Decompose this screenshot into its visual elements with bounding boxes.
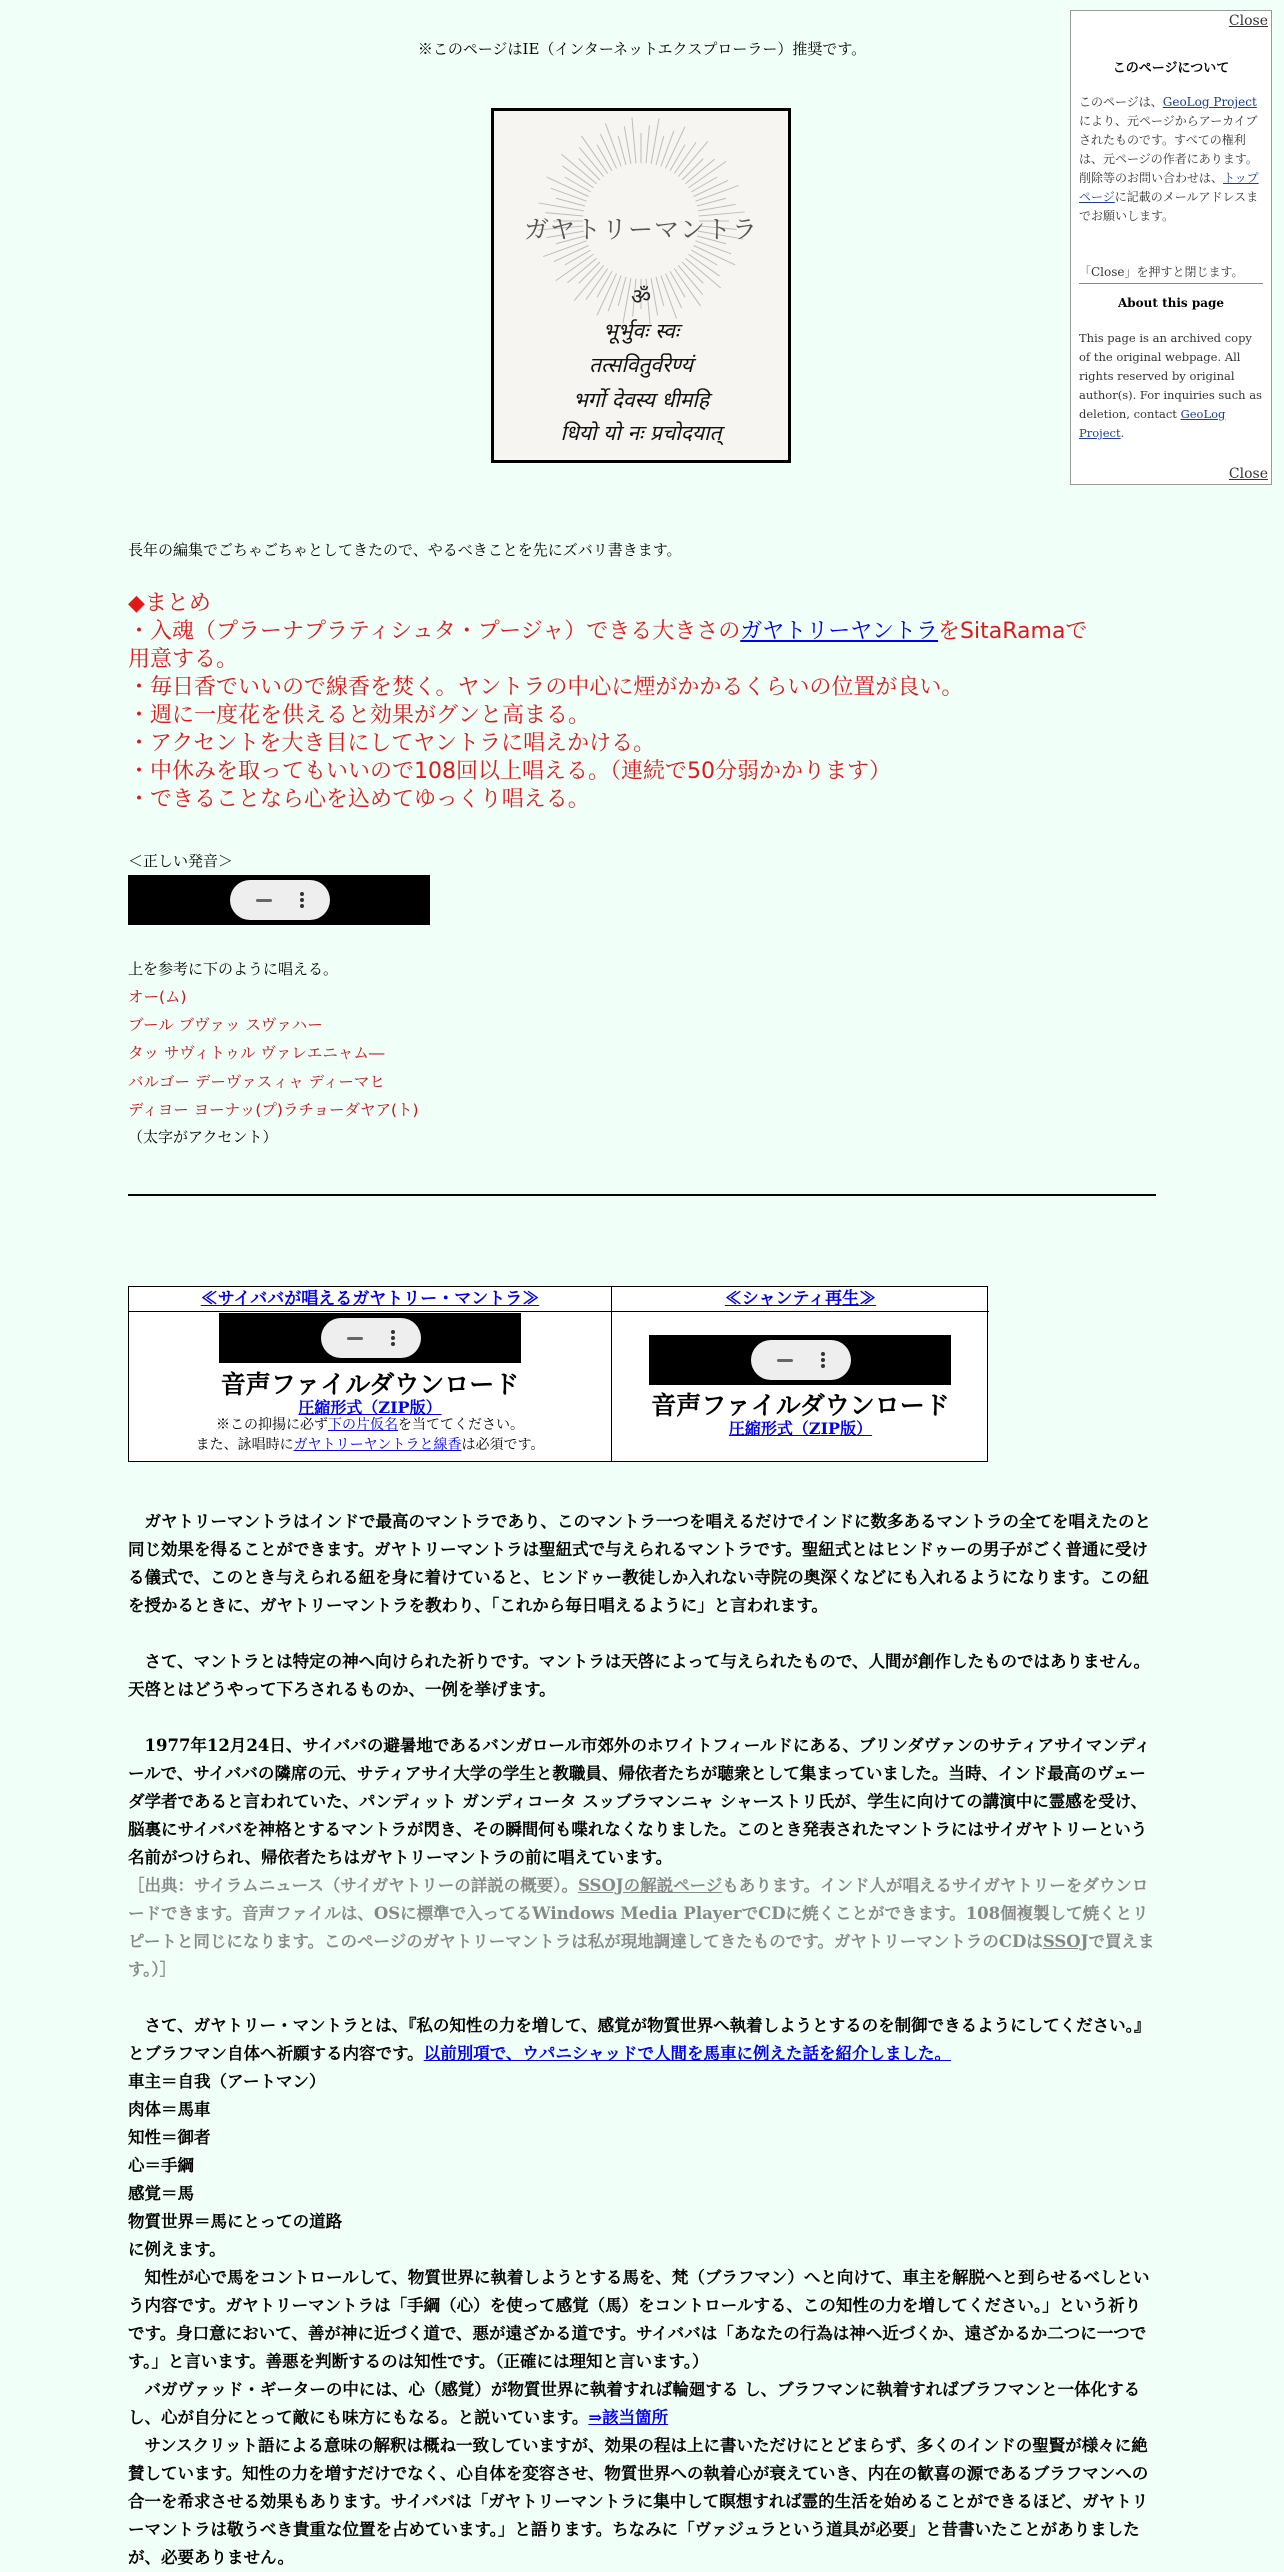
- summary-line: ・中休みを取ってもいいので108回以上唱える。（連続で50分弱かかります）: [128, 759, 891, 784]
- yantra-incense-link[interactable]: ガヤトリーヤントラと線香: [293, 1437, 462, 1453]
- gita-reference-link[interactable]: ⇒該当箇所: [588, 2408, 669, 2427]
- sunburst-ray: [624, 126, 631, 163]
- list-item: 心＝手綱: [128, 2156, 194, 2175]
- section-divider: [128, 1194, 1156, 1196]
- audio-player-right[interactable]: [649, 1335, 951, 1385]
- ie-recommendation-notice: ※このページはIE（インターネットエクスプローラー）推奨です。: [417, 40, 867, 58]
- hero-title: ガヤトリーマントラ: [523, 215, 758, 244]
- more-options-icon[interactable]: [391, 1328, 395, 1348]
- download-table: [128, 1286, 988, 1462]
- archive-close-hint: 「Close」を押すと閉じます。: [1079, 265, 1244, 279]
- download-title-left: 音声ファイルダウンロード: [220, 1370, 520, 1399]
- table-head-right: [612, 1287, 989, 1312]
- sunburst-ray: [551, 188, 587, 201]
- paragraph: 知性が心で馬をコントロールして、物質世界に執着しようとする馬を、梵（ブラフマン）へと向けて、車主を解脱へと到らせるべしという内容です。ガヤトリーマントラは「手綱（心）を使って感覚（馬）をコントロールする、この知性の力を増してください。」という祈りです。身口意において、善が神に近づく道で、悪が遠ざかる道です。サイババは「あなたの行為は神へ近づくか、遠ざかるか二つに一つです。」と言います。善悪を判断するのは知性です。（正確には理知と言います。）: [128, 2268, 1150, 2371]
- geolog-link-en[interactable]: GeoLog Project: [1079, 407, 1226, 440]
- list-item: 肉体＝馬車: [128, 2100, 211, 2119]
- volume-icon[interactable]: [256, 899, 272, 902]
- list-item: に例えます。: [128, 2240, 226, 2259]
- chant-line: バルゴー デーヴァスィャ ディーマヒ: [128, 1073, 385, 1091]
- paragraph: サンスクリット語による意味の解釈は概ね一致していますが、効果の程は上に書いただけにとどまらず、多くのインドの聖賢が様々に絶賛しています。知性の力を増すだけでなく、心自体を変容させ、物質世界への執着心が衰えていき、内在の歓喜の源であるブラフマンへの合一を希求させる効果もあります。サイババは「ガヤトリーマントラに集中して瞑想すれば霊的生活を始めることができるほど、ガヤトリーマントラは敬うべき貴重な位置を占めています。」と語ります。ちなみに「ヴァジュラという道具が必要」と昔書いたことがありましたが、必要ありません。: [128, 2436, 1149, 2567]
- summary-block: [128, 590, 1088, 814]
- paragraph: さて、ガヤトリー・マントラとは、『私の知性の力を増して、感覚が物質世界へ執着しようとするのを制御できるようにしてください。』とブラフマン自体へ祈願する内容です。以前別項で、ウパニシャッドで人間を馬車に例えた話を紹介しました。: [128, 2016, 1151, 2063]
- hero-verse-line: भर्गो देवस्य धीमहि: [572, 388, 710, 412]
- list-item: 感覚＝馬: [128, 2184, 194, 2203]
- archive-jp-text: このページは、GeoLog Projectにより、元ページからアーカイブされたものです。すべての権利は、元ページの作者にあります。削除等のお問い合わせは、トップページに記載のメールアドレスまでお願いします。: [1079, 95, 1259, 223]
- intro-text: 長年の編集でごちゃごちゃとしてきたので、やるべきことを先にズバリ書きます。: [128, 541, 682, 559]
- audio-player[interactable]: [128, 875, 430, 925]
- sunburst-ray: [670, 145, 685, 171]
- summary-line: ・アクセントを大き目にしてヤントラに唱えかける。: [128, 731, 656, 756]
- sunburst-ray: [565, 250, 591, 265]
- pronunciation-label: ＜正しい発音＞: [128, 852, 234, 870]
- download-note: ※この抑揚に必ず下の片仮名を当ててください。 また、詠唱時にガヤトリーヤントラと線香は必須です。: [195, 1417, 545, 1453]
- shanti-play-link[interactable]: ≪シャンティ再生≫: [724, 1289, 877, 1309]
- list-item: 知性＝御者: [128, 2128, 211, 2147]
- summary-line: ・入魂（プラーナプラティシュタ・プージャ）できる大きさのガヤトリーヤントラをSitaRamaで用意する。: [128, 619, 1088, 672]
- sunburst-ray: [691, 250, 717, 265]
- sunburst-ray: [694, 180, 728, 196]
- audio-player-left[interactable]: [219, 1313, 521, 1363]
- more-options-icon[interactable]: [821, 1350, 825, 1370]
- gayatri-yantra-link[interactable]: ガヤトリーヤントラ: [740, 619, 939, 644]
- player-controls[interactable]: [321, 1318, 421, 1358]
- hero-om-symbol: ॐ: [630, 285, 652, 310]
- top-page-link[interactable]: トップページ: [1079, 171, 1259, 204]
- hero-verse-line: धियो यो नः प्रचोदयात्: [560, 421, 722, 445]
- katakana-link[interactable]: 下の片仮名: [328, 1417, 398, 1433]
- archive-en-title: About this page: [1117, 296, 1225, 310]
- sunburst-ray: [646, 125, 649, 163]
- close-link-top[interactable]: Close: [1228, 13, 1268, 29]
- paragraph: 1977年12月24日、サイババの避暑地であるバンガロール市郊外のホワイトフィールドにある、ブリンダヴァンのサティアサイマンディールで、サイババの隣席の元、サティアサイ大学の学生と教職員、帰依者たちが聴衆として集まっていました。当時、インド最高のヴェーダ学者であると言われていた、パンディット ガンディコータ スッブラマンニャ シャーストリ氏が、学生に向けての講演中に霊感を受け、脳裏にサイババを神格とするマントラが閃き、その瞬間何も喋れなくなりました。このとき発表されたマントラにはサイガヤトリーという名前がつけられ、帰依者たちはガヤトリーマントラの前に唱えています。: [128, 1736, 1151, 1867]
- sunburst-ray: [661, 131, 674, 167]
- summary-line: ・できることなら心を込めてゆっくり唱える。: [128, 787, 590, 812]
- summary-line: ・週に一度花を供えると効果がグンと高まる。: [128, 703, 591, 728]
- list-item: 物質世界＝馬にとっての道路: [128, 2212, 343, 2231]
- archive-info-panel: [1070, 10, 1272, 485]
- hero-verse-line: तत्सवितुर्वरेण्यं: [589, 353, 693, 377]
- chant-line: タッ サヴィトゥル ヴァレエニャム―: [128, 1044, 385, 1062]
- close-link-bottom[interactable]: Close: [1228, 466, 1268, 482]
- upanishad-chariot-link[interactable]: 以前別項で、ウパニシャッドで人間を馬車に例えた話を紹介しました。: [423, 2044, 952, 2063]
- sunburst-ray: [597, 145, 612, 171]
- ssoj-link[interactable]: SSOJ: [1042, 1932, 1089, 1951]
- archive-jp-title: このページについて: [1112, 61, 1230, 76]
- geolog-link[interactable]: GeoLog Project: [1162, 95, 1257, 109]
- player-controls[interactable]: [230, 880, 330, 920]
- source-note: ［出典：サイラムニュース（サイガヤトリーの詳説の概要）。SSOJの解説ページもあります。インド人が唱えるサイガヤトリーをダウンロードできます。音声ファイルは、OSに標準で入ってるWindows Media PlayerでCDに焼くことができます。108個複製して焼くとリピートと同じになります。このページのガヤトリーマントラは私が現地調達してきたものです。ガヤトリーマントラのCDはSSOJで買えます。）］: [128, 1876, 1155, 1979]
- summary-line: ・毎日香でいいので線香を焚く。ヤントラの中心に煙がかかるくらいの位置が良い。: [128, 675, 964, 700]
- summary-heading: ◆まとめ: [128, 591, 211, 616]
- accent-note: （太字がアクセント）: [128, 1128, 278, 1146]
- chant-line: ブール ブヴァッ スヴァハー: [128, 1016, 323, 1034]
- chant-line: オー(ム): [128, 988, 187, 1006]
- paragraph: バガヴァッド・ギーターの中には、心（感覚）が物質世界に執着すれば輪廻する し、ブラフマンに執着すればブラフマンと一体化するし、心が自分にとって敵にも味方にもなる。と説いています。⇒該当箇所: [128, 2380, 1141, 2427]
- list-item: 車主＝自我（アートマン）: [128, 2072, 326, 2091]
- volume-icon[interactable]: [777, 1359, 793, 1362]
- hero-verse-line: भूर्भुवः स्वः: [602, 319, 680, 343]
- saibaba-gayatri-link[interactable]: ≪サイババが唱えるガヤトリー・マントラ≫: [200, 1289, 540, 1309]
- volume-icon[interactable]: [347, 1337, 363, 1340]
- sunburst-ray: [600, 134, 616, 168]
- sunburst-ray: [682, 159, 703, 180]
- archive-en-text: This page is an archived copy of the original webpage. All rights reserved by original author(s). For inquiries such as deletion, contact GeoLog Project.: [1079, 331, 1262, 440]
- sunburst-ray: [632, 117, 636, 163]
- paragraph: ガヤトリーマントラはインドで最高のマントラであり、このマントラ一つを唱えるだけでインドに数多あるマントラの全てを唱えたのと同じ効果を得ることができます。ガヤトリーマントラは聖紐式で与えられるマントラです。聖紐式とはヒンドゥーの男子がごく普通に受ける儀式で、このとき与えられる紐を身に着けていると、ヒンドゥー教徒しか入れない寺院の奥深くなどにも入れるようになります。この紐を授かるときに、ガヤトリーマントラを教わり、「これから毎日唱えるように」と言われます。: [128, 1512, 1151, 1615]
- sunburst-ray: [605, 123, 621, 166]
- table-head-left: [129, 1287, 611, 1312]
- sunburst-ray: [696, 185, 739, 201]
- sunburst-ray: [691, 177, 717, 192]
- archive-divider: [1079, 283, 1263, 284]
- zip-download-link-right[interactable]: 圧縮形式（ZIP版）: [728, 1419, 873, 1438]
- ssoj-explanation-link[interactable]: SSOJの解説ページ: [577, 1876, 723, 1895]
- sunburst-ray: [565, 177, 591, 192]
- sunburst-ray: [579, 159, 600, 180]
- gayatri-mantra-image: [491, 108, 791, 463]
- zip-download-link-left[interactable]: 圧縮形式（ZIP版）: [298, 1398, 442, 1417]
- download-title-right: 音声ファイルダウンロード: [651, 1391, 950, 1420]
- more-options-icon[interactable]: [300, 890, 304, 910]
- chant-line: ディヨー ヨーナッ(プ)ラチョーダヤア(ト): [128, 1101, 419, 1119]
- player-controls[interactable]: [751, 1340, 851, 1380]
- article-body: [128, 1508, 1156, 2572]
- chant-lead-text: 上を参考に下のように唱える。: [128, 960, 339, 978]
- paragraph: さて、マントラとは特定の神へ向けられた祈りです。マントラは天啓によって与えられたもので、人間が創作したものではありません。天啓とはどうやって下ろされるものか、一例を挙げます。: [128, 1652, 1151, 1699]
- sunburst-ray: [554, 246, 588, 262]
